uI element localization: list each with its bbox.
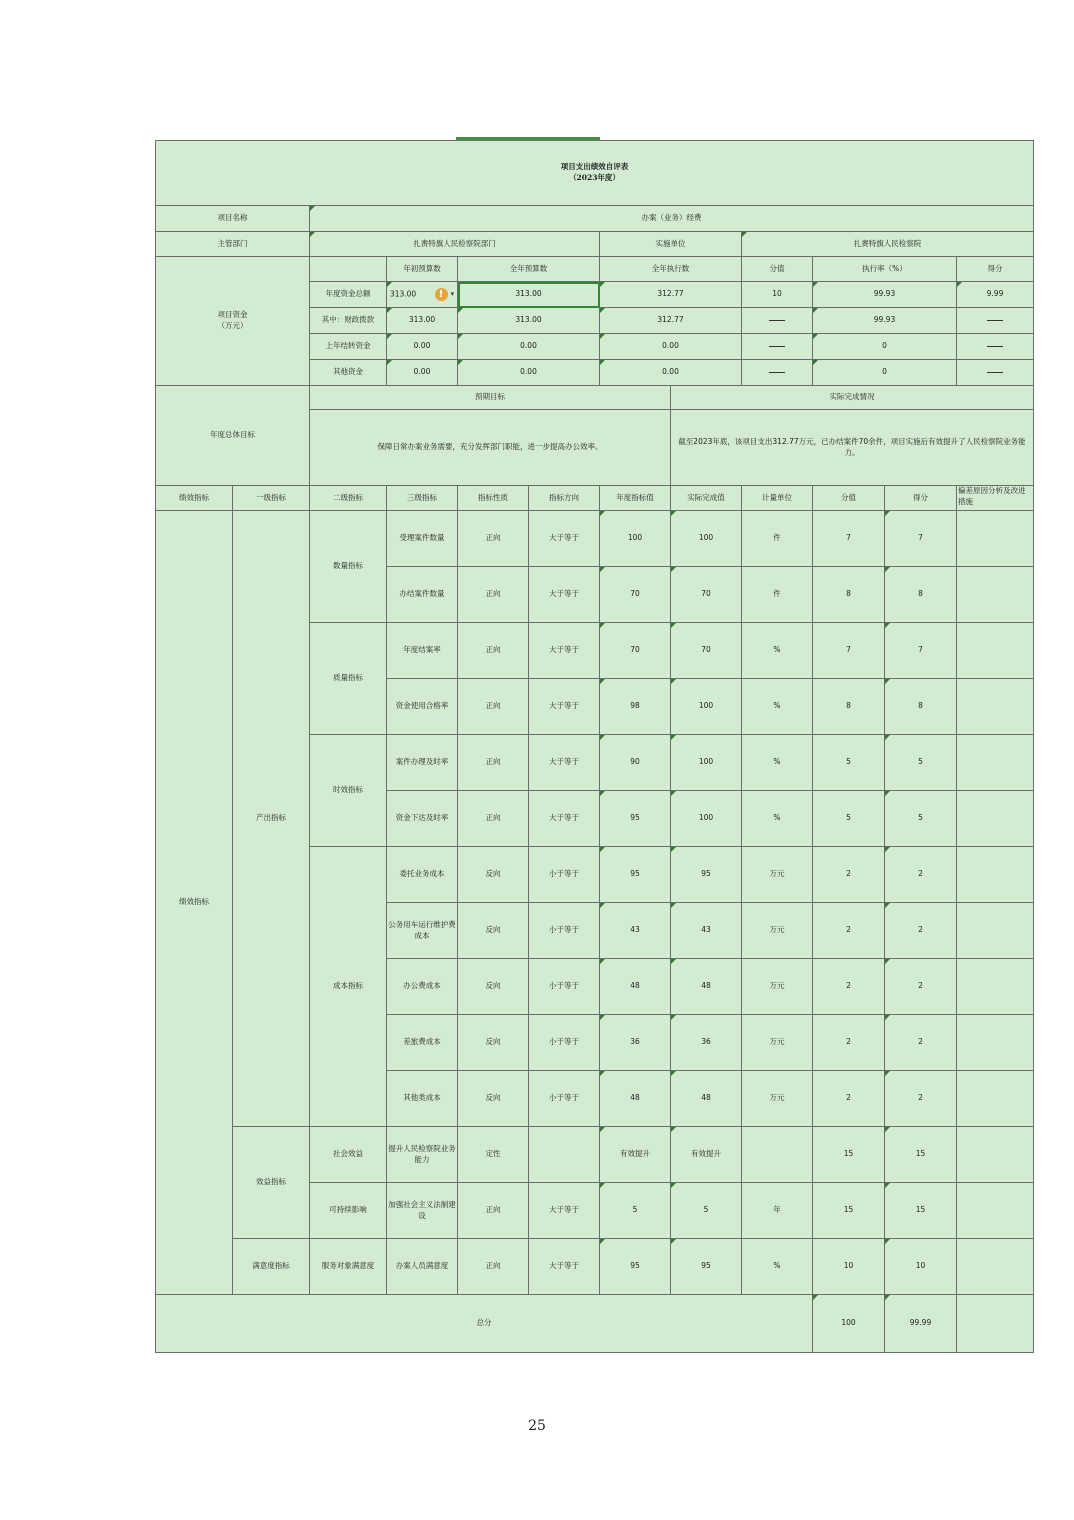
funds-cell-score[interactable] <box>957 360 1034 386</box>
level2-quantity[interactable]: 数量指标 <box>310 511 387 623</box>
total-score[interactable]: 99.99 <box>885 1295 957 1353</box>
indicator-actual[interactable]: 100 <box>671 511 742 567</box>
indicator-nature[interactable]: 反向 <box>458 903 529 959</box>
funds-cell-rate[interactable]: 99.93 <box>813 282 957 308</box>
dept-value[interactable]: 扎赉特旗人民检察院部门 <box>310 232 600 257</box>
sheet-title <box>156 141 1034 206</box>
indicator-header[interactable]: 分值 <box>813 486 885 511</box>
indicator-direction[interactable]: 大于等于 <box>529 1183 600 1239</box>
indicator-weight[interactable]: 2 <box>813 903 885 959</box>
indicator-note[interactable] <box>957 1015 1034 1071</box>
indicator-name[interactable]: 案件办理及时率 <box>387 735 458 791</box>
indicator-nature[interactable]: 正向 <box>458 623 529 679</box>
indicator-nature[interactable]: 反向 <box>458 1015 529 1071</box>
indicator-header[interactable]: 计量单位 <box>742 486 813 511</box>
indicator-direction[interactable]: 大于等于 <box>529 623 600 679</box>
level2-cost[interactable]: 成本指标 <box>310 847 387 1127</box>
funds-row-label[interactable]: 年度资金总额 <box>310 282 387 308</box>
funds-cell-rate[interactable]: 0 <box>813 360 957 386</box>
indicator-header[interactable]: 实际完成值 <box>671 486 742 511</box>
annual-goal-label[interactable]: 年度总体目标 <box>156 386 310 486</box>
indicator-target[interactable]: 48 <box>600 1071 671 1127</box>
indicator-nature[interactable]: 正向 <box>458 1183 529 1239</box>
indicator-actual[interactable]: 48 <box>671 959 742 1015</box>
indicator-target[interactable]: 5 <box>600 1183 671 1239</box>
funds-cell-executed[interactable]: 0.00 <box>600 360 742 386</box>
page-number: 25 <box>528 1418 546 1434</box>
indicator-score[interactable]: 2 <box>885 1071 957 1127</box>
indicator-row <box>156 1239 1034 1295</box>
indicator-name[interactable]: 公务用车运行维护费成本 <box>387 903 458 959</box>
funds-header-rate[interactable]: 执行率（%） <box>813 257 957 282</box>
dept-label[interactable]: 主管部门 <box>156 232 310 257</box>
level2-timeliness[interactable]: 时效指标 <box>310 735 387 847</box>
indicator-header[interactable]: 偏差原因分析及改进措施 <box>957 486 1034 511</box>
empty-dash <box>987 372 1003 373</box>
level2-social[interactable]: 社会效益 <box>310 1127 387 1183</box>
indicator-note[interactable] <box>957 847 1034 903</box>
indicator-direction[interactable]: 小于等于 <box>529 903 600 959</box>
indicator-score[interactable]: 7 <box>885 511 957 567</box>
indicator-score[interactable]: 8 <box>885 567 957 623</box>
indicator-name[interactable]: 办案人员满意度 <box>387 1239 458 1295</box>
funds-cell-initial[interactable]: 0.00 <box>387 334 458 360</box>
indicator-actual[interactable]: 100 <box>671 791 742 847</box>
funds-cell-full-year[interactable]: 313.00 <box>458 282 600 308</box>
indicator-actual[interactable]: 有效提升 <box>671 1127 742 1183</box>
indicator-note[interactable] <box>957 1183 1034 1239</box>
indicator-weight[interactable]: 5 <box>813 791 885 847</box>
expected-goal-text[interactable]: 保障日常办案业务需要，充分发挥部门职能，进一步提高办公效率。 <box>310 410 671 486</box>
indicator-header[interactable]: 指标方向 <box>529 486 600 511</box>
indicator-weight[interactable]: 10 <box>813 1239 885 1295</box>
empty-dash <box>769 346 785 347</box>
funds-cell-weight[interactable]: 10 <box>742 282 813 308</box>
impl-label[interactable]: 实施单位 <box>600 232 742 257</box>
funds-cell-score[interactable] <box>957 334 1034 360</box>
indicator-actual[interactable]: 36 <box>671 1015 742 1071</box>
project-name-value[interactable]: 办案（业务）经费 <box>310 206 1034 232</box>
indicator-actual[interactable]: 70 <box>671 567 742 623</box>
indicator-name[interactable]: 受理案件数量 <box>387 511 458 567</box>
indicator-header[interactable]: 指标性质 <box>458 486 529 511</box>
level2-sustain[interactable]: 可持续影响 <box>310 1183 387 1239</box>
impl-value[interactable]: 扎赉特旗人民检察院 <box>742 232 1034 257</box>
indicator-name[interactable]: 差旅费成本 <box>387 1015 458 1071</box>
indicator-direction[interactable]: 大于等于 <box>529 791 600 847</box>
indicator-nature[interactable]: 正向 <box>458 791 529 847</box>
title-line-2: （2023年度） <box>569 173 620 182</box>
indicator-weight[interactable]: 15 <box>813 1127 885 1183</box>
funds-cell-initial[interactable]: 0.00 <box>387 360 458 386</box>
indicator-direction[interactable]: 小于等于 <box>529 1015 600 1071</box>
indicator-target[interactable]: 43 <box>600 903 671 959</box>
funds-header-weight[interactable]: 分值 <box>742 257 813 282</box>
indicator-unit[interactable]: 万元 <box>742 1071 813 1127</box>
indicator-name[interactable]: 办公费成本 <box>387 959 458 1015</box>
funds-row-label[interactable]: 上年结转资金 <box>310 334 387 360</box>
indicator-score[interactable]: 15 <box>885 1127 957 1183</box>
indicator-header[interactable]: 绩效指标 <box>156 486 233 511</box>
indicator-header[interactable]: 三级指标 <box>387 486 458 511</box>
indicator-score[interactable]: 8 <box>885 679 957 735</box>
warning-icon[interactable]: ! <box>435 288 448 301</box>
funds-cell-executed[interactable]: 312.77 <box>600 308 742 334</box>
performance-evaluation-sheet <box>155 140 1033 1353</box>
indicator-unit[interactable]: % <box>742 679 813 735</box>
funds-cell-initial[interactable] <box>387 282 458 308</box>
indicator-unit[interactable]: % <box>742 1239 813 1295</box>
indicator-actual[interactable]: 95 <box>671 847 742 903</box>
funds-cell-full-year[interactable]: 313.00 <box>458 308 600 334</box>
indicator-target[interactable]: 36 <box>600 1015 671 1071</box>
indicator-actual[interactable]: 48 <box>671 1071 742 1127</box>
indicator-direction[interactable]: 大于等于 <box>529 567 600 623</box>
indicator-nature[interactable]: 正向 <box>458 1239 529 1295</box>
funds-row-label[interactable]: 其中：财政拨款 <box>310 308 387 334</box>
actual-result-text[interactable]: 截至2023年底，该项目支出312.77万元，已办结案件70余件，项目实施后有效提升了人民检察院业务能力。 <box>671 410 1034 486</box>
indicator-row <box>156 511 1034 567</box>
indicator-header[interactable]: 得分 <box>885 486 957 511</box>
indicator-nature[interactable]: 反向 <box>458 959 529 1015</box>
evaluation-table <box>155 140 1034 1353</box>
indicator-target[interactable]: 70 <box>600 623 671 679</box>
funds-header-score[interactable]: 得分 <box>957 257 1034 282</box>
indicator-actual[interactable]: 100 <box>671 679 742 735</box>
funds-initial-value: 313.00 <box>389 289 417 299</box>
indicator-row <box>156 1127 1034 1183</box>
indicator-note[interactable] <box>957 1127 1034 1183</box>
indicator-header[interactable]: 年度指标值 <box>600 486 671 511</box>
indicator-note[interactable] <box>957 679 1034 735</box>
empty-dash <box>769 372 785 373</box>
indicator-unit[interactable]: 年 <box>742 1183 813 1239</box>
indicator-unit[interactable]: 件 <box>742 567 813 623</box>
indicator-score[interactable]: 2 <box>885 959 957 1015</box>
indicator-score[interactable]: 10 <box>885 1239 957 1295</box>
indicator-weight[interactable]: 2 <box>813 959 885 1015</box>
indicator-score[interactable]: 5 <box>885 735 957 791</box>
title-line-1: 项目支出绩效自评表 <box>560 162 629 172</box>
funds-cell-score[interactable] <box>957 308 1034 334</box>
indicator-unit[interactable]: % <box>742 735 813 791</box>
funds-row-label[interactable]: 其他资金 <box>310 360 387 386</box>
indicator-nature[interactable]: 定性 <box>458 1127 529 1183</box>
level2-served[interactable]: 服务对象满意度 <box>310 1239 387 1295</box>
indicator-weight[interactable]: 2 <box>813 847 885 903</box>
funds-cell-full-year[interactable]: 0.00 <box>458 334 600 360</box>
total-weight[interactable]: 100 <box>813 1295 885 1353</box>
level1-benefit[interactable]: 效益指标 <box>233 1127 310 1239</box>
indicator-weight[interactable]: 8 <box>813 679 885 735</box>
indicator-actual[interactable]: 95 <box>671 1239 742 1295</box>
indicator-actual[interactable]: 70 <box>671 623 742 679</box>
indicator-weight[interactable]: 7 <box>813 511 885 567</box>
actual-result-header[interactable]: 实际完成情况 <box>671 386 1034 410</box>
indicator-target[interactable]: 98 <box>600 679 671 735</box>
indicator-nature[interactable]: 正向 <box>458 679 529 735</box>
indicator-unit[interactable]: 万元 <box>742 959 813 1015</box>
indicator-target[interactable]: 95 <box>600 1239 671 1295</box>
indicator-unit[interactable] <box>742 1127 813 1183</box>
indicator-target[interactable]: 100 <box>600 511 671 567</box>
indicator-score[interactable]: 2 <box>885 1015 957 1071</box>
indicator-nature[interactable]: 反向 <box>458 1071 529 1127</box>
indicator-header[interactable]: 二级指标 <box>310 486 387 511</box>
funds-cell-weight[interactable] <box>742 360 813 386</box>
funds-header-blank[interactable] <box>310 257 387 282</box>
indicator-note[interactable] <box>957 623 1034 679</box>
indicator-unit[interactable]: % <box>742 623 813 679</box>
funds-cell-rate[interactable]: 99.93 <box>813 308 957 334</box>
indicator-actual[interactable]: 43 <box>671 903 742 959</box>
indicator-name[interactable]: 资金使用合格率 <box>387 679 458 735</box>
indicator-weight[interactable]: 8 <box>813 567 885 623</box>
indicator-direction[interactable]: 大于等于 <box>529 1239 600 1295</box>
indicator-score[interactable]: 2 <box>885 847 957 903</box>
funds-cell-full-year[interactable]: 0.00 <box>458 360 600 386</box>
funds-section-label[interactable] <box>156 257 310 386</box>
indicator-name[interactable]: 加强社会主义法制建设 <box>387 1183 458 1239</box>
total-label[interactable]: 总分 <box>156 1295 813 1353</box>
indicator-actual[interactable]: 100 <box>671 735 742 791</box>
indicator-target[interactable]: 95 <box>600 847 671 903</box>
indicator-nature[interactable]: 正向 <box>458 567 529 623</box>
funds-cell-executed[interactable]: 0.00 <box>600 334 742 360</box>
indicator-score[interactable]: 7 <box>885 623 957 679</box>
level1-satisfaction[interactable]: 满意度指标 <box>233 1239 310 1295</box>
indicator-note[interactable] <box>957 959 1034 1015</box>
indicator-nature[interactable]: 反向 <box>458 847 529 903</box>
indicator-actual[interactable]: 5 <box>671 1183 742 1239</box>
indicator-direction[interactable]: 大于等于 <box>529 679 600 735</box>
funds-cell-weight[interactable] <box>742 334 813 360</box>
indicator-direction[interactable]: 小于等于 <box>529 847 600 903</box>
indicator-header[interactable]: 一级指标 <box>233 486 310 511</box>
indicator-target[interactable]: 95 <box>600 791 671 847</box>
level1-output[interactable]: 产出指标 <box>233 511 310 1127</box>
indicator-name[interactable]: 委托业务成本 <box>387 847 458 903</box>
indicator-weight[interactable]: 5 <box>813 735 885 791</box>
indicator-name[interactable]: 资金下达及时率 <box>387 791 458 847</box>
empty-dash <box>987 320 1003 321</box>
indicator-name[interactable]: 办结案件数量 <box>387 567 458 623</box>
funds-label: 项目资金 <box>217 310 248 320</box>
total-row <box>156 1295 1034 1353</box>
indicator-note[interactable] <box>957 791 1034 847</box>
indicator-unit[interactable]: 万元 <box>742 1015 813 1071</box>
indicator-note[interactable] <box>957 903 1034 959</box>
indicator-note[interactable] <box>957 1239 1034 1295</box>
indicator-weight[interactable]: 7 <box>813 623 885 679</box>
project-name-label[interactable]: 项目名称 <box>156 206 310 232</box>
indicator-target[interactable]: 有效提升 <box>600 1127 671 1183</box>
funds-header-executed[interactable]: 全年执行数 <box>600 257 742 282</box>
funds-cell-rate[interactable]: 0 <box>813 334 957 360</box>
indicator-target[interactable]: 70 <box>600 567 671 623</box>
funds-cell-executed[interactable]: 312.77 <box>600 282 742 308</box>
level2-quality[interactable]: 质量指标 <box>310 623 387 735</box>
funds-header-initial[interactable]: 年初预算数 <box>387 257 458 282</box>
indicator-unit[interactable]: 万元 <box>742 847 813 903</box>
indicator-unit[interactable]: % <box>742 791 813 847</box>
indicator-note[interactable] <box>957 567 1034 623</box>
indicator-weight[interactable]: 15 <box>813 1183 885 1239</box>
indicator-nature[interactable]: 正向 <box>458 511 529 567</box>
indicator-direction[interactable]: 小于等于 <box>529 1071 600 1127</box>
indicator-score[interactable]: 5 <box>885 791 957 847</box>
funds-cell-initial[interactable]: 313.00 <box>387 308 458 334</box>
indicator-direction[interactable]: 大于等于 <box>529 735 600 791</box>
funds-header-full-year[interactable]: 全年预算数 <box>458 257 600 282</box>
indicator-group-label[interactable]: 绩效指标 <box>156 511 233 1295</box>
indicator-score[interactable]: 2 <box>885 903 957 959</box>
dropdown-caret-icon[interactable]: ▾ <box>450 290 455 299</box>
indicator-score[interactable]: 15 <box>885 1183 957 1239</box>
funds-cell-score[interactable]: 9.99 <box>957 282 1034 308</box>
empty-dash <box>987 346 1003 347</box>
indicator-name[interactable]: 提升人民检察院业务能力 <box>387 1127 458 1183</box>
indicator-target[interactable]: 48 <box>600 959 671 1015</box>
indicator-note[interactable] <box>957 1071 1034 1127</box>
indicator-weight[interactable]: 2 <box>813 1071 885 1127</box>
total-note[interactable] <box>957 1295 1034 1353</box>
indicator-name[interactable]: 年度结案率 <box>387 623 458 679</box>
indicator-weight[interactable]: 2 <box>813 1015 885 1071</box>
funds-unit: （万元） <box>217 321 248 330</box>
expected-goal-header[interactable]: 预期目标 <box>310 386 671 410</box>
indicator-direction[interactable]: 小于等于 <box>529 959 600 1015</box>
indicator-name[interactable]: 其他类成本 <box>387 1071 458 1127</box>
indicator-direction[interactable] <box>529 1127 600 1183</box>
funds-cell-weight[interactable] <box>742 308 813 334</box>
indicator-unit[interactable]: 件 <box>742 511 813 567</box>
indicator-nature[interactable]: 正向 <box>458 735 529 791</box>
indicator-target[interactable]: 90 <box>600 735 671 791</box>
indicator-note[interactable] <box>957 511 1034 567</box>
indicator-unit[interactable]: 万元 <box>742 903 813 959</box>
indicator-note[interactable] <box>957 735 1034 791</box>
indicator-direction[interactable]: 大于等于 <box>529 511 600 567</box>
empty-dash <box>769 320 785 321</box>
